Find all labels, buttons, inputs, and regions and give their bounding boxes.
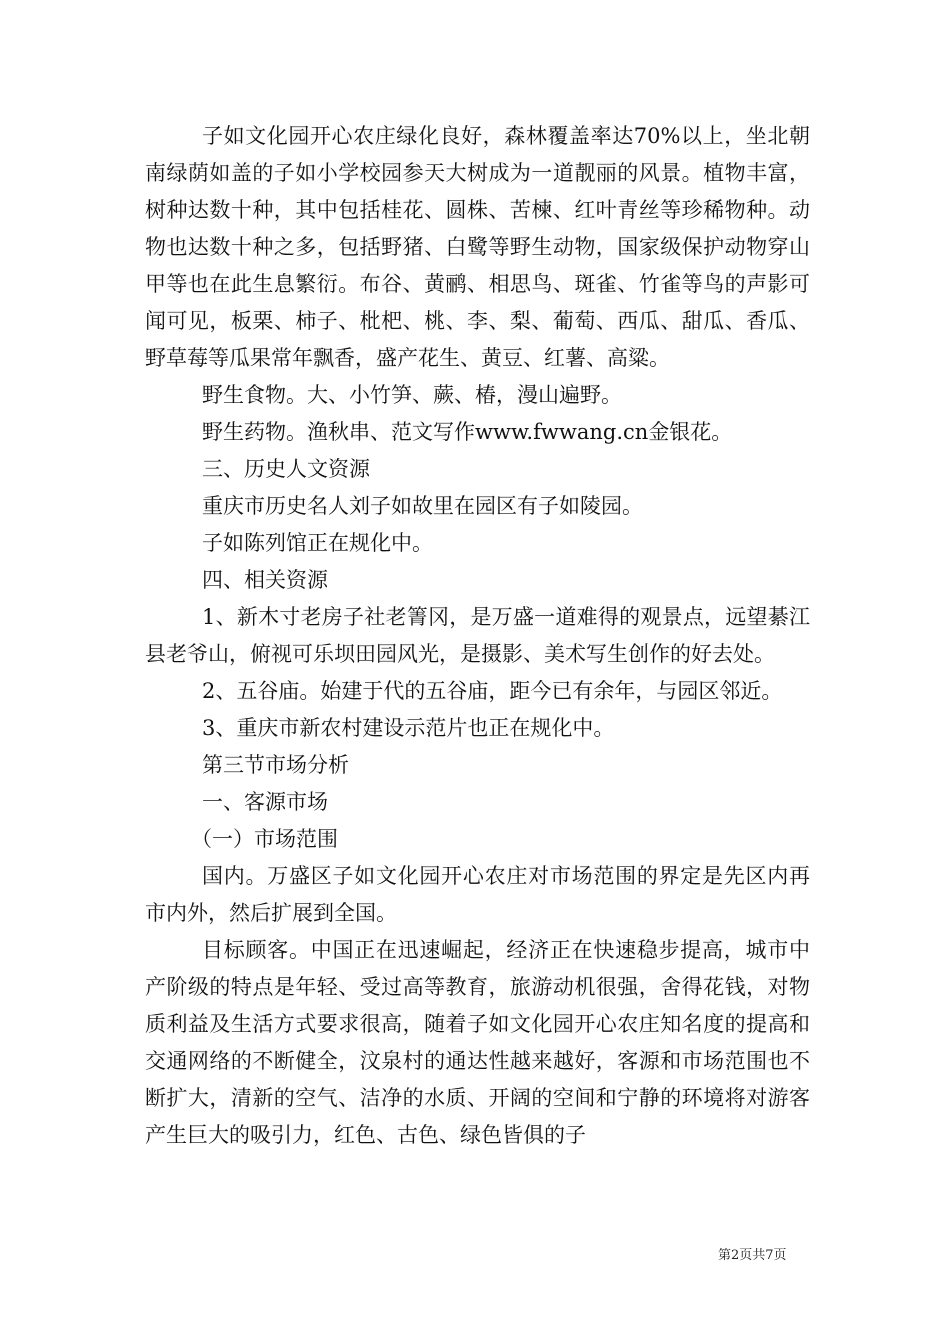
paragraph-exhibition-hall: 子如陈列馆正在规化中。 (202, 531, 433, 555)
paragraph-resource-3: 3、重庆市新农村建设示范片也正在规化中。 (202, 716, 615, 740)
paragraph-liu-ziru: 重庆市历史名人刘子如故里在园区有子如陵园。 (202, 494, 643, 518)
paragraph-wild-medicine: 野生药物。渔秋串、范文写作www.fwwang.cn金银花。 (202, 420, 733, 444)
paragraph-resource-1: 1、新木寸老房子社老箐冈，是万盛一道难得的观景点，远望綦江县老爷山，俯视可乐坝田园风光，是摄影、美术写生创作的好去处。 (145, 605, 810, 666)
page-number: 第2页共7页 (718, 1248, 787, 1263)
heading-history-culture: 三、历史人文资源 (202, 457, 370, 481)
paragraph-domestic: 国内。万盛区子如文化园开心农庄对市场范围的界定是先区内再市内外，然后扩展到全国。 (145, 864, 810, 925)
heading-related-resources: 四、相关资源 (202, 568, 328, 592)
heading-customer-market: 一、客源市场 (202, 790, 328, 814)
paragraph-target-customers: 目标顾客。中国正在迅速崛起，经济正在快速稳步提高，城市中产阶级的特点是年轻、受过高等教育，旅游动机很强，舍得花钱，对物质利益及生活方式要求很高，随着子如文化园开心农庄知名度的提高和交通网络的不断健全，汶泉村的通达性越来越好，客源和市场范围也不断扩大，清新的空气、洁净的水质、开阔的空间和宁静的环境将对游客产生巨大的吸引力，红色、古色、绿色皆俱的子 (145, 938, 810, 1147)
paragraph-wild-food: 野生食物。大、小竹笋、蕨、椿，漫山遍野。 (202, 383, 622, 407)
document-body (145, 118, 810, 1154)
heading-section-3: 第三节市场分析 (202, 753, 349, 777)
heading-market-scope: （一）市场范围 (191, 827, 338, 851)
paragraph-resource-2: 2、五谷庙。始建于代的五谷庙，距今已有余年，与园区邻近。 (202, 679, 783, 703)
paragraph-greening: 子如文化园开心农庄绿化良好，森林覆盖率达70%以上，坐北朝南绿荫如盖的子如小学校园参天大树成为一道靓丽的风景。植物丰富，树种达数十种，其中包括桂花、圆株、苦楝、红叶青丝等珍稀物种。动物也达数十种之多，包括野猪、白鹭等野生动物，国家级保护动物穿山甲等也在此生息繁衍。布谷、黄鹂、相思鸟、斑雀、竹雀等鸟的声影可闻可见，板栗、柿子、枇杷、桃、李、梨、葡萄、西瓜、甜瓜、香瓜、野草莓等瓜果常年飘香，盛产花生、黄豆、红薯、高粱。 (145, 124, 810, 370)
